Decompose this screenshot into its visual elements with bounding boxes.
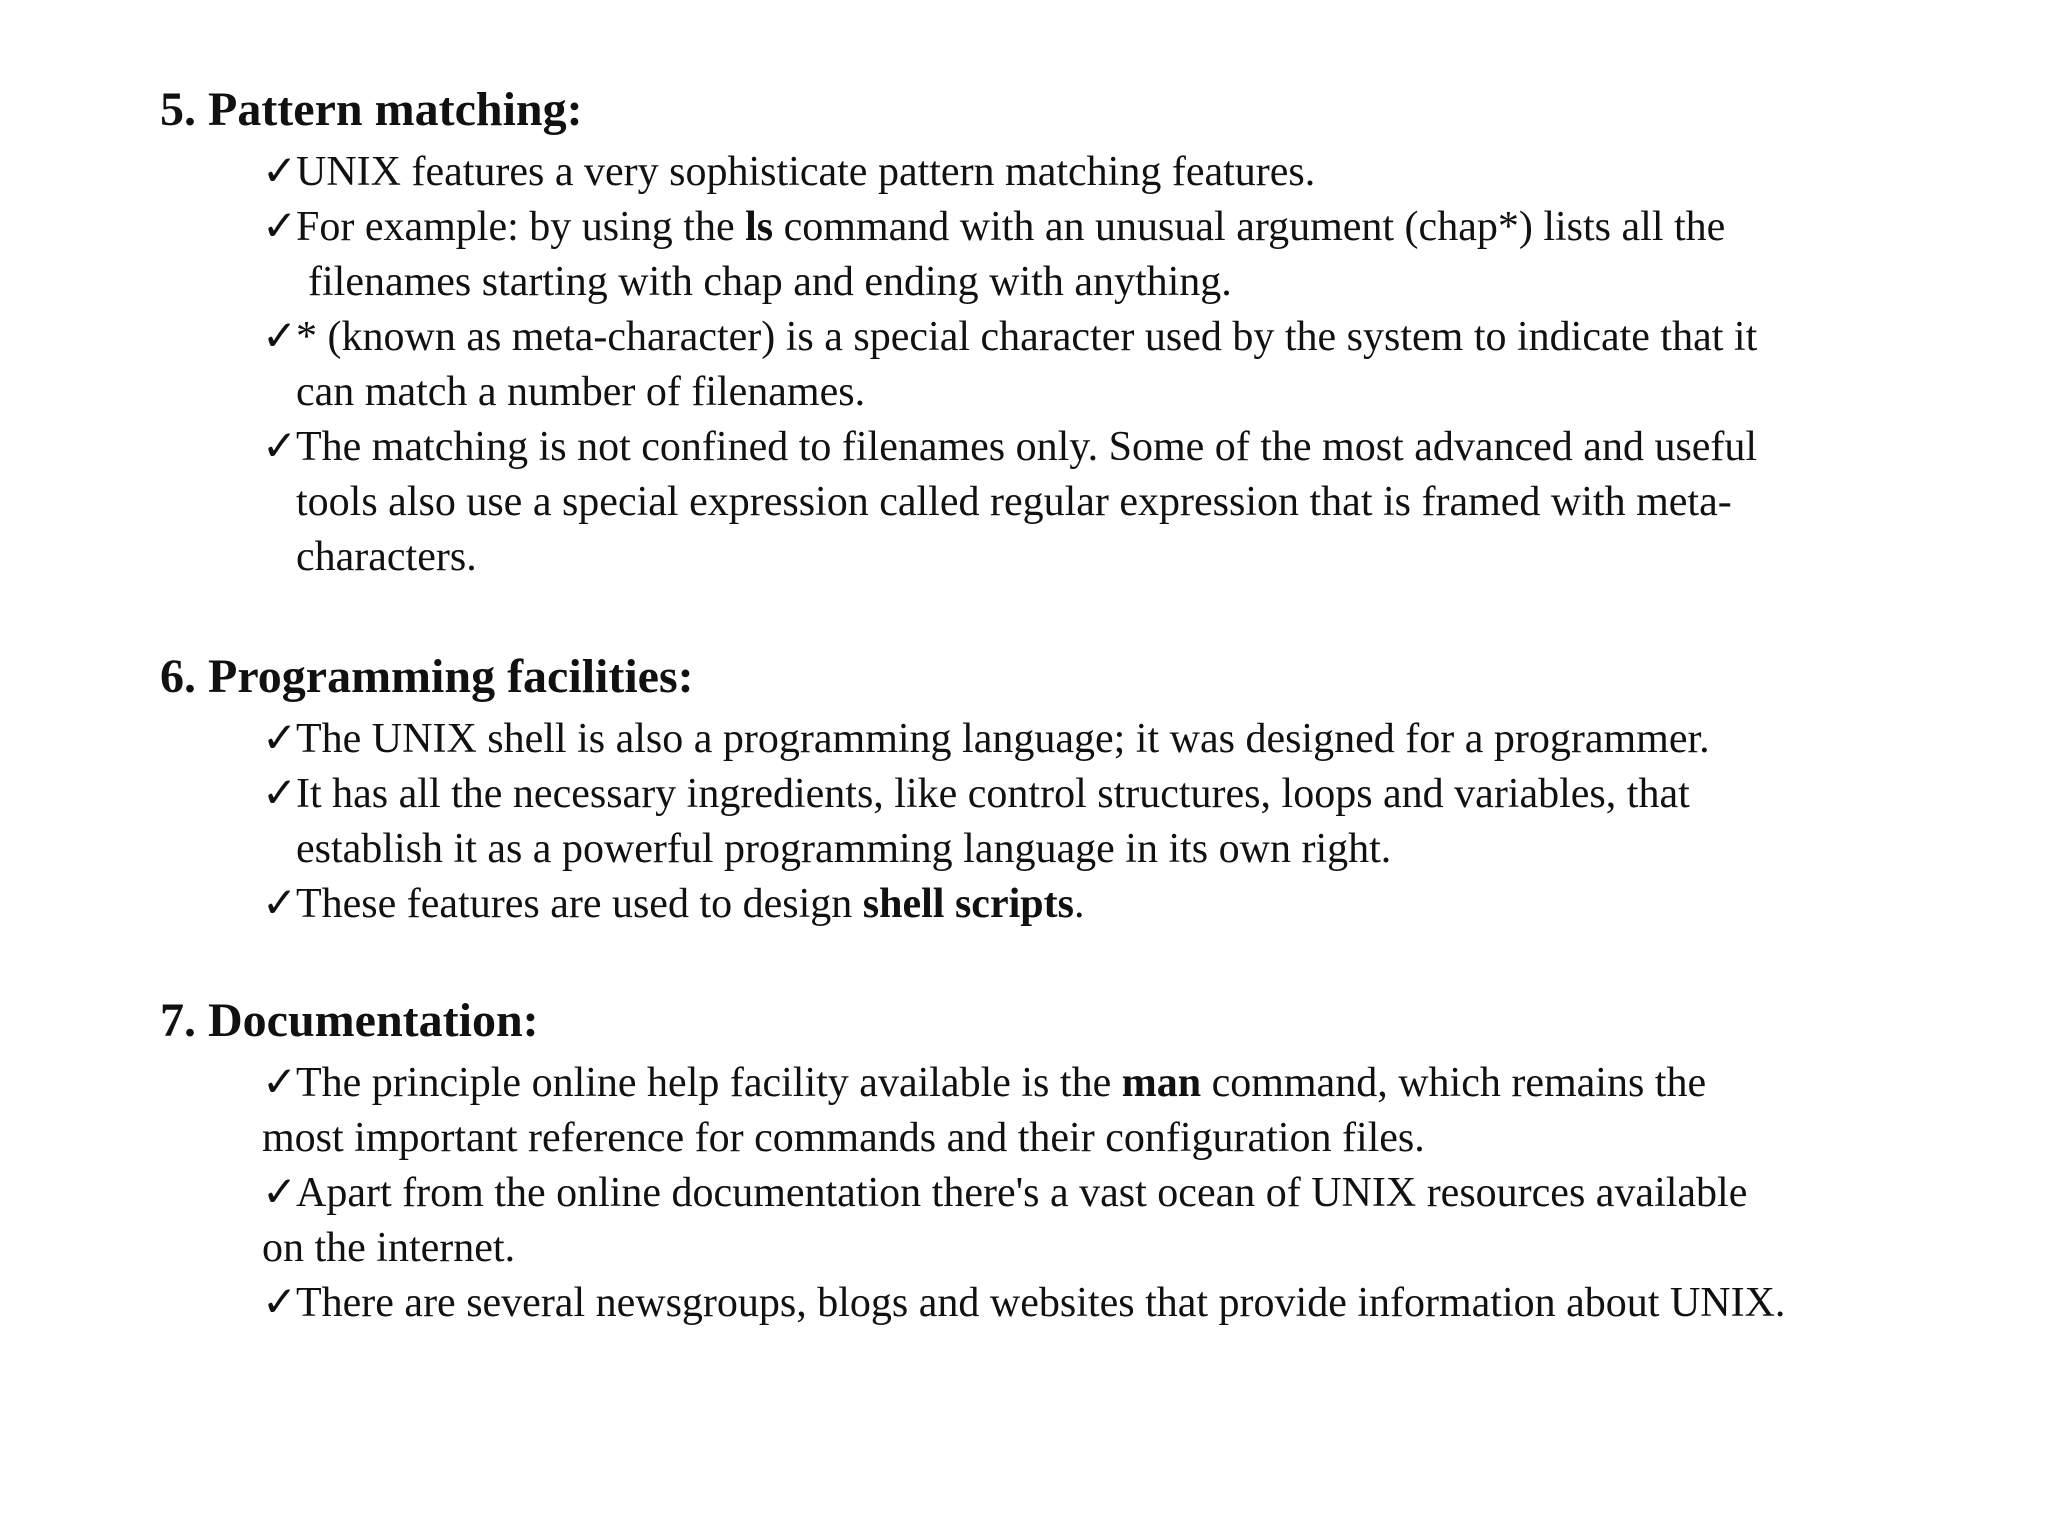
checkmark-icon: ✓ — [262, 149, 298, 195]
bold-term: shell scripts — [862, 881, 1074, 927]
bullet-continuation: can match a number of filenames. — [296, 369, 866, 415]
bullet-text: . — [1073, 881, 1085, 927]
bullet-line — [262, 200, 1725, 255]
bullet-text: The UNIX shell is also a programming language; it was designed for a programmer. — [296, 716, 1710, 762]
section-programming-facilities — [160, 649, 1960, 705]
bullet-text: command, which remains the — [1201, 1060, 1707, 1106]
checkmark-icon: ✓ — [262, 716, 298, 762]
bullet-text: Apart from the online documentation there's a vast ocean of UNIX resources available — [296, 1170, 1748, 1216]
bullet-continuation: most important reference for commands and their configuration files. — [262, 1115, 1425, 1161]
bullet-text: command with an unusual argument (chap*) lists all the — [773, 204, 1726, 250]
checkmark-icon: ✓ — [262, 204, 298, 250]
bold-command: ls — [745, 204, 774, 250]
bullet-text: The matching is not confined to filenames only. Some of the most advanced and useful — [296, 424, 1758, 470]
bullet-text: UNIX features a very sophisticate pattern matching features. — [296, 149, 1316, 195]
section-heading: 5. Pattern matching: — [160, 83, 583, 136]
section-heading: 6. Programming facilities: — [160, 650, 694, 703]
bullet-continuation: characters. — [296, 534, 477, 580]
bullet-continuation: establish it as a powerful programming language in its own right. — [296, 826, 1392, 872]
section-heading: 7. Documentation: — [160, 994, 539, 1047]
bullet-text: * (known as meta-character) is a special character used by the system to indicate that it — [296, 314, 1758, 360]
bullet-line — [262, 1166, 1747, 1221]
bullet-continuation: tools also use a special expression called regular expression that is framed with meta- — [296, 479, 1732, 525]
bullet-continuation: filenames starting with chap and ending with anything. — [308, 259, 1232, 305]
section-pattern-matching — [160, 82, 1960, 138]
bullet-line — [262, 1056, 1706, 1111]
checkmark-icon: ✓ — [262, 424, 298, 470]
bullet-text: There are several newsgroups, blogs and websites that provide information about UNIX. — [296, 1280, 1786, 1326]
bold-command: man — [1121, 1060, 1202, 1106]
checkmark-icon: ✓ — [262, 771, 298, 817]
bullet-text: It has all the necessary ingredients, like control structures, loops and variables, that — [296, 771, 1690, 817]
bullet-line — [262, 1276, 1785, 1331]
bullet-text: For example: by using the — [296, 204, 746, 250]
bullet-text: These features are used to design — [296, 881, 863, 927]
bullet-line — [262, 712, 1710, 767]
checkmark-icon: ✓ — [262, 881, 298, 927]
checkmark-icon: ✓ — [262, 314, 298, 360]
checkmark-icon: ✓ — [262, 1280, 298, 1326]
bullet-line — [262, 310, 1757, 365]
bullet-text: The principle online help facility available is the — [296, 1060, 1122, 1106]
bullet-line — [262, 767, 1690, 822]
section-documentation — [160, 993, 1960, 1049]
bullet-line — [262, 145, 1315, 200]
checkmark-icon: ✓ — [262, 1060, 298, 1106]
bullet-continuation: on the internet. — [262, 1225, 516, 1271]
bullet-line — [262, 420, 1757, 475]
bullet-line — [262, 877, 1084, 932]
checkmark-icon: ✓ — [262, 1170, 298, 1216]
